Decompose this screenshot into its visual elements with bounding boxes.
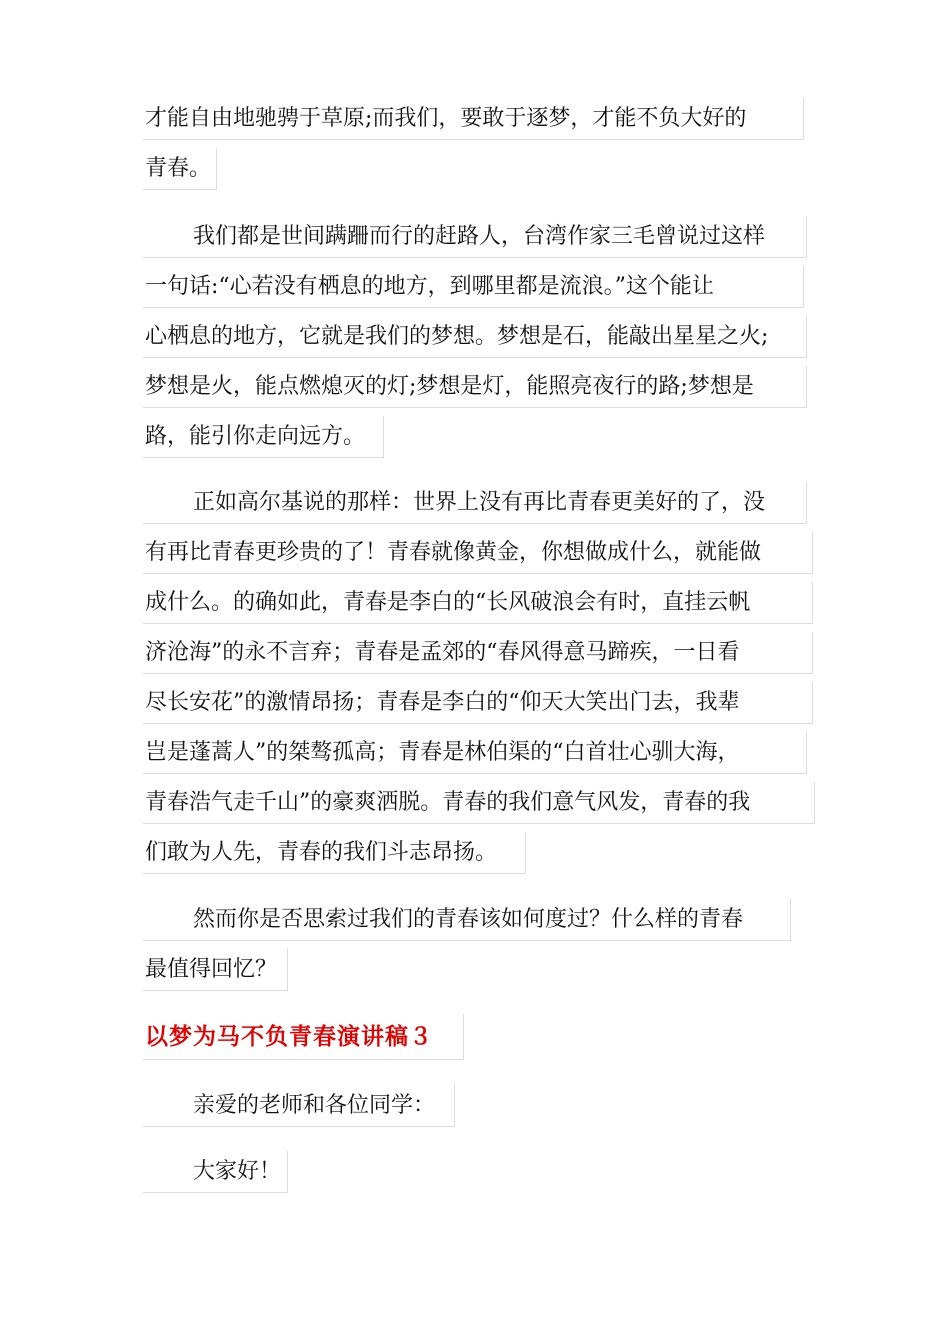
paragraph-3-line-4: 济沧海”的永不言弃；青春是孟郊的“春风得意马蹄疾，一日看 xyxy=(143,632,813,674)
paragraph-1-line-1: 才能自由地驰骋于草原;而我们，要敢于逐梦，才能不负大好的 xyxy=(143,98,804,140)
paragraph-3-line-7: 青春浩气走千山”的豪爽洒脱。青春的我们意气风发，青春的我 xyxy=(143,782,815,824)
paragraph-2-line-5: 路，能引你走向远方。 xyxy=(143,416,384,458)
paragraph-3-line-1: 正如高尔基说的那样：世界上没有再比青春更美好的了，没 xyxy=(143,482,807,524)
paragraph-3-line-3: 成什么。的确如此，青春是李白的“长风破浪会有时，直挂云帆 xyxy=(143,582,813,624)
salutation: 大家好！ xyxy=(143,1151,288,1193)
paragraph-2-line-4: 梦想是火，能点燃熄灭的灯;梦想是灯，能照亮夜行的路;梦想是 xyxy=(143,366,807,408)
paragraph-2-line-2: 一句话:“心若没有栖息的地方，到哪里都是流浪。”这个能让 xyxy=(143,266,804,308)
paragraph-1-line-2: 青春。 xyxy=(143,148,217,190)
paragraph-4-line-2: 最值得回忆？ xyxy=(143,949,288,991)
paragraph-2-line-1: 我们都是世间蹒跚而行的赶路人，台湾作家三毛曾说过这样 xyxy=(143,216,807,258)
section-heading: 以梦为马不负青春演讲稿３ xyxy=(143,1014,464,1060)
paragraph-3-line-8: 们敢为人先，青春的我们斗志昂扬。 xyxy=(143,832,526,874)
paragraph-3-line-2: 有再比青春更珍贵的了！青春就像黄金，你想做成什么，就能做 xyxy=(143,532,813,574)
paragraph-4-line-1: 然而你是否思索过我们的青春该如何度过？什么样的青春 xyxy=(143,899,791,941)
paragraph-3-line-6: 岂是蓬蒿人”的桀骜孤高；青春是林伯渠的“白首壮心驯大海， xyxy=(143,732,807,774)
greeting: 亲爱的老师和各位同学： xyxy=(143,1085,455,1127)
paragraph-2-line-3: 心栖息的地方，它就是我们的梦想。梦想是石，能敲出星星之火; xyxy=(143,316,807,358)
paragraph-3-line-5: 尽长安花”的激情昂扬；青春是李白的“仰天大笑出门去，我辈 xyxy=(143,682,813,724)
